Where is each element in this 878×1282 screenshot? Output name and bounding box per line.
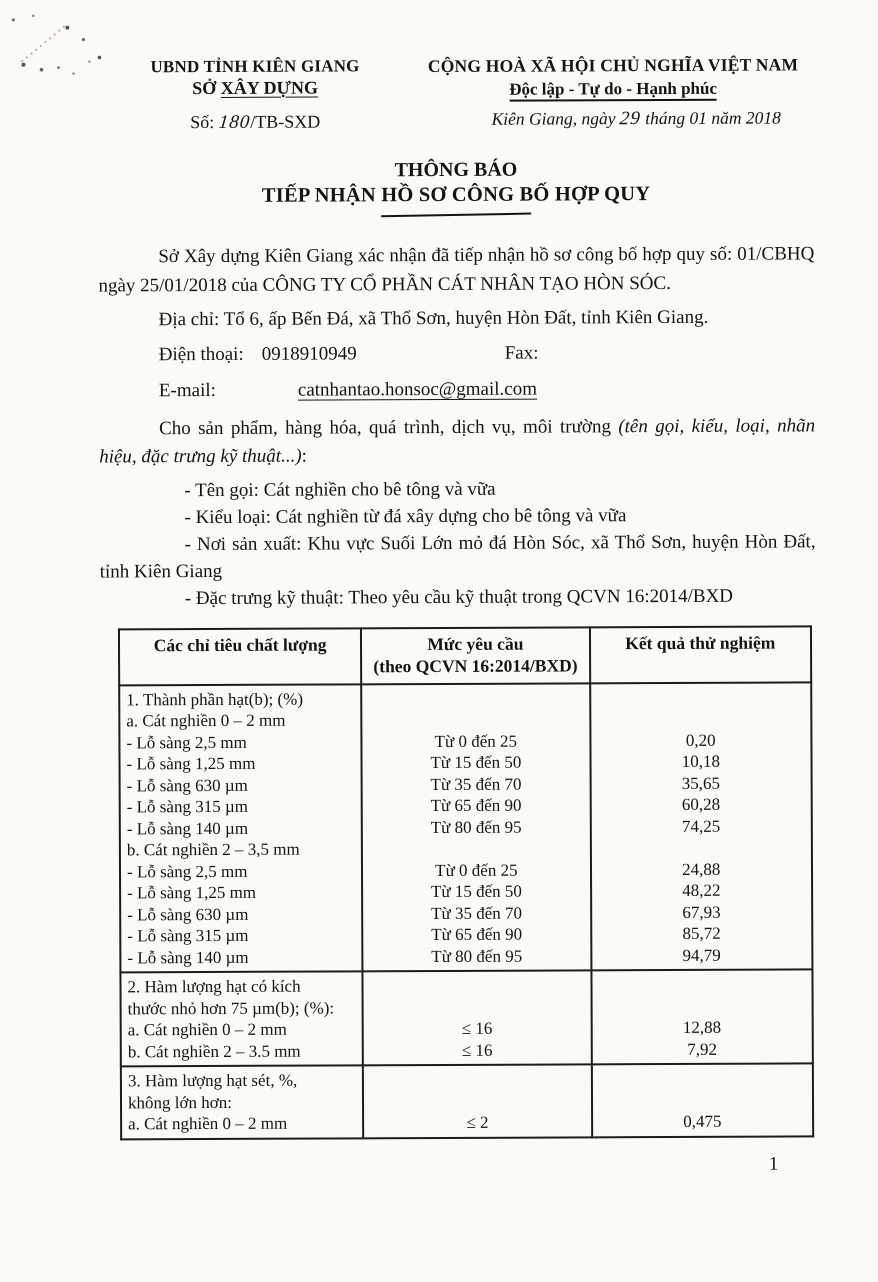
header-requirement	[361, 627, 590, 684]
table-line: Từ 80 đến 95	[431, 946, 523, 966]
document-header	[97, 54, 813, 134]
table-line: b. Cát nghiền 2 – 3.5 mm	[127, 1041, 301, 1062]
national-motto-line2	[413, 78, 814, 100]
list-item-kieu-loai: - Kiểu loại: Cát nghiền từ đá xây dựng cho bê tông và vữa	[184, 505, 627, 529]
table-line: 74,25	[681, 816, 721, 836]
paragraph-product-scope	[99, 412, 815, 470]
table-line: 0,475	[683, 1111, 722, 1132]
issuing-agency-block	[97, 56, 412, 134]
list-item-ten-goi: - Tên gọi: Cát nghiền cho bê tông và vữa	[184, 478, 496, 502]
phone-value: 0918910949	[261, 343, 357, 365]
table-line: Từ 0 đến 25	[435, 860, 518, 880]
table-cell	[120, 972, 363, 1067]
table-section-row	[119, 682, 812, 973]
header-requirement-line2: (theo QCVN 16:2014/BXD)	[373, 655, 578, 677]
table-line	[597, 708, 805, 730]
agency-name	[98, 77, 413, 99]
list-item-dac-trung: - Đặc trưng kỹ thuật: Theo yêu cầu kỹ thuật trong QCVN 16:2014/BXD	[184, 585, 734, 610]
table-line: 85,72	[682, 923, 721, 944]
table-line: ≤ 16	[461, 1018, 493, 1039]
table-line: 48,22	[682, 880, 721, 901]
product-scope-lead: Cho sản phẩm, hàng hóa, quá trình, dịch vụ, môi trường	[159, 416, 619, 440]
product-scope-italic: (tên gọi, kiểu, loại, nhãn hiệu, đặc trưng kỹ thuật...)	[99, 415, 816, 468]
table-line: ≤ 16	[461, 1040, 493, 1060]
table-line: b. Cát nghiền 2 – 3,5 mm	[126, 839, 300, 860]
table-line: Từ 15 đến 50	[430, 752, 522, 773]
table-line: 3. Hàm lượng hạt sét, %,	[127, 1070, 298, 1091]
table-line: - Lỗ sàng 140 µm	[127, 947, 249, 968]
table-line: ≤ 2	[466, 1112, 489, 1133]
table-cell	[363, 1065, 592, 1138]
national-motto-line1: CỘNG HOÀ XÃ HỘI CHỦ NGHĨA VIỆT NAM	[427, 54, 799, 77]
table-line: 35,65	[681, 773, 721, 793]
table-line	[368, 709, 582, 731]
table-line: Từ 80 đến 95	[430, 817, 522, 837]
table-line: - Lỗ sàng 630 µm	[126, 775, 248, 796]
table-body	[119, 682, 813, 1139]
paragraph-confirmation: Sở Xây dựng Kiên Giang xác nhận đã tiếp nhận hồ sơ công bố hợp quy số: 01/CBHQ ngày 25/01/2018 của CÔNG TY CỔ PHẦN CÁT NHÂN TẠO HÒN SÓC.	[98, 243, 815, 296]
table-line: - Lỗ sàng 140 µm	[126, 818, 249, 839]
table-line: 7,92	[687, 1039, 717, 1059]
title-line1: THÔNG BÁO	[394, 158, 518, 182]
document-number-handwritten: 180	[217, 111, 252, 133]
phone-label: Điện thoại:	[158, 343, 244, 366]
table-line: thước nhỏ hơn 75 µm(b); (%):	[127, 998, 335, 1019]
table-line: - Lỗ sàng 1,25 mm	[127, 882, 257, 903]
header-criteria: Các chỉ tiêu chất lượng	[119, 628, 361, 685]
table-line: 67,93	[682, 902, 721, 922]
table-line: Từ 65 đến 90	[431, 924, 523, 945]
table-line: Từ 35 đến 70	[430, 774, 522, 794]
product-details-list	[99, 475, 816, 613]
table-line	[370, 1090, 584, 1112]
table-section-row	[120, 970, 812, 1067]
email-label: E-mail:	[158, 379, 216, 402]
title-line2: TIẾP NHẬN HỒ SƠ CÔNG BỐ HỢP QUY	[261, 183, 651, 207]
header-requirement-line1: Mức yêu cầu	[427, 633, 524, 654]
table-line: 1. Thành phần hạt(b); (%)	[126, 689, 304, 710]
table-line: 12,88	[682, 1017, 722, 1038]
date-prefix: Kiên Giang, ngày	[491, 108, 616, 129]
table-cell	[591, 1064, 813, 1137]
table-line: a. Cát nghiền 0 – 2 mm	[128, 1113, 288, 1134]
table-line: 0,20	[685, 730, 716, 750]
table-line: - Lỗ sàng 315 µm	[127, 926, 249, 946]
table-line	[597, 686, 805, 708]
product-scope-tail: :	[301, 445, 307, 467]
table-line: 24,88	[682, 859, 721, 879]
header-test-result: Kết quả thử nghiệm	[589, 626, 811, 683]
table-line: - Lỗ sàng 1,25 mm	[126, 753, 256, 774]
table-line: a. Cát nghiền 0 – 2 mm	[126, 710, 286, 731]
table-line	[598, 1068, 806, 1090]
table-line: a. Cát nghiền 0 – 2 mm	[127, 1019, 287, 1040]
results-table	[118, 625, 814, 1140]
table-line	[369, 838, 583, 860]
table-cell	[121, 1066, 364, 1140]
table-line	[370, 975, 584, 997]
table-line: Từ 65 đến 90	[430, 795, 522, 816]
address-line: Địa chỉ: Tổ 6, ấp Bến Đá, xã Thổ Sơn, huyện Hòn Đất, tỉnh Kiên Giang.	[158, 306, 709, 331]
place-date-line	[413, 107, 814, 131]
email-line	[99, 377, 815, 402]
document-number-label: Số:	[190, 111, 215, 133]
page-number: 1	[768, 1153, 779, 1175]
agency-parent: UBND TỈNH KIÊN GIANG	[150, 56, 360, 77]
title-underline	[381, 213, 531, 218]
table-line	[598, 974, 806, 996]
table-line: 10,18	[681, 751, 720, 772]
document-title	[98, 157, 814, 217]
table-line: 2. Hàm lượng hạt có kích	[127, 976, 301, 997]
email-value: catnhantao.honsoc@gmail.com	[297, 378, 538, 401]
table-line	[597, 837, 805, 859]
table-line: 94,79	[682, 945, 721, 965]
date-day-handwritten: 29	[618, 108, 643, 130]
table-section-row	[121, 1064, 813, 1140]
table-line: 60,28	[681, 794, 721, 815]
agency-name-main: XÂY DỰNG	[220, 77, 318, 98]
table-line: - Lỗ sàng 2,5 mm	[126, 732, 247, 753]
national-header-block	[412, 54, 813, 133]
table-header-row	[119, 626, 811, 685]
table-cell	[361, 683, 591, 971]
table-line	[370, 996, 584, 1018]
scan-speckle-mark	[3, 9, 113, 79]
list-item-noi-san-xuat: - Nơi sản xuất: Khu vực Suối Lớn mỏ đá Hòn Sóc, xã Thổ Sơn, huyện Hòn Đất, tỉnh Kiên Giang	[99, 531, 816, 583]
table-line	[368, 687, 582, 709]
table-line	[370, 1069, 584, 1091]
fax-label: Fax:	[504, 342, 539, 364]
table-line: - Lỗ sàng 630 µm	[127, 904, 249, 925]
table-line: - Lỗ sàng 2,5 mm	[126, 861, 248, 882]
motto-text: Độc lập - Tự do - Hạnh phúc	[509, 79, 717, 102]
document-number-suffix: /TB-SXD	[250, 111, 321, 132]
table-line: không lớn hơn:	[127, 1092, 232, 1113]
table-cell	[363, 971, 592, 1066]
table-line	[598, 995, 806, 1017]
table-cell	[591, 970, 813, 1065]
date-suffix: tháng 01 năm 2018	[645, 107, 781, 129]
table-line	[599, 1089, 807, 1111]
phone-fax-line	[99, 341, 815, 366]
document-number	[98, 111, 413, 134]
table-line: - Lỗ sàng 315 µm	[126, 797, 249, 817]
table-cell	[119, 684, 362, 973]
agency-name-prefix: SỞ	[192, 77, 221, 99]
table-line: Từ 0 đến 25	[434, 731, 518, 751]
table-line: Từ 15 đến 50	[430, 881, 522, 902]
table-line: Từ 35 đến 70	[431, 903, 523, 923]
table-cell	[590, 682, 813, 970]
